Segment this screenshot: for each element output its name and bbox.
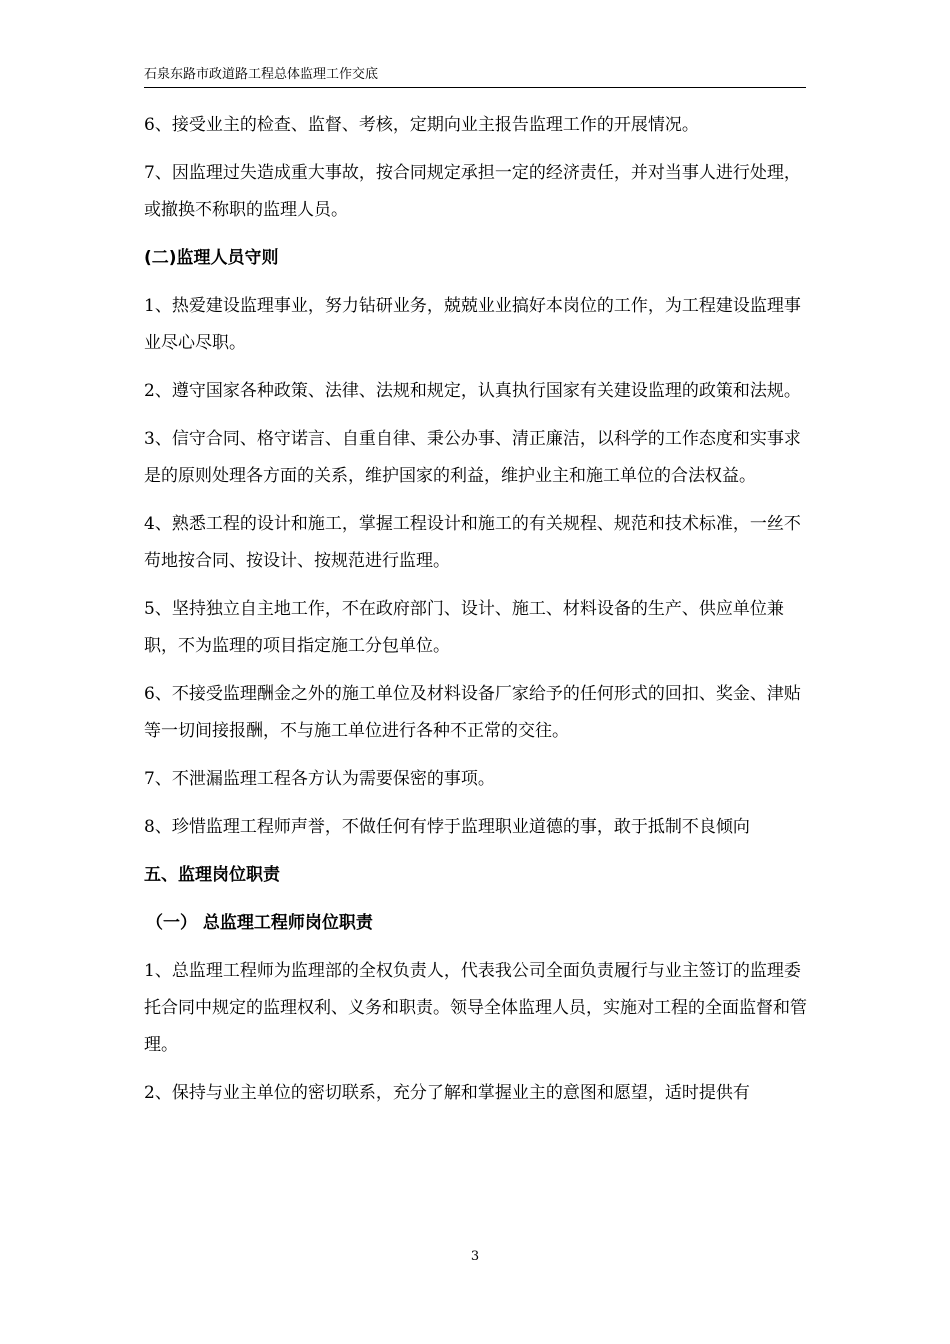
- paragraph: 2、遵守国家各种政策、法律、法规和规定，认真执行国家有关建设监理的政策和法规。: [144, 381, 801, 401]
- paragraph: 6、不接受监理酬金之外的施工单位及材料设备厂家给予的任何形式的回扣、奖金、津贴等一切间接报酬，不与施工单位进行各种不正常的交往。: [144, 684, 801, 741]
- paragraph: 8、珍惜监理工程师声誉，不做任何有悖于监理职业道德的事，敢于抵制不良倾向: [144, 817, 750, 837]
- paragraph: 5、坚持独立自主地工作，不在政府部门、设计、施工、材料设备的生产、供应单位兼职，不为监理的项目指定施工分包单位。: [144, 599, 784, 656]
- paragraph: 1、总监理工程师为监理部的全权负责人，代表我公司全面负责履行与业主签订的监理委托合同中规定的监理权利、义务和职责。领导全体监理人员，实施对工程的全面监督和管理。: [144, 961, 807, 1055]
- document-body: [144, 107, 808, 1123]
- page-number: 3: [470, 1249, 480, 1264]
- document-title: 石泉东路市政道路工程总体监理工作交底: [144, 67, 379, 82]
- paragraph: 4、熟悉工程的设计和施工，掌握工程设计和施工的有关规程、规范和技术标准，一丝不苟地按合同、按设计、按规范进行监理。: [144, 514, 801, 571]
- paragraph: 6、接受业主的检查、监督、考核，定期向业主报告监理工作的开展情况。: [144, 115, 699, 135]
- paragraph: 7、因监理过失造成重大事故，按合同规定承担一定的经济责任，并对当事人进行处理，或撤换不称职的监理人员。: [144, 163, 801, 220]
- page-header: [144, 66, 806, 88]
- paragraph: 7、不泄漏监理工程各方认为需要保密的事项。: [144, 769, 495, 789]
- paragraph: 2、保持与业主单位的密切联系，充分了解和掌握业主的意图和愿望，适时提供有: [144, 1083, 750, 1103]
- chapter-heading: 五、监理岗位职责: [144, 865, 280, 885]
- subsection-heading: （一） 总监理工程师岗位职责: [146, 913, 373, 933]
- paragraph: 1、热爱建设监理事业，努力钻研业务，兢兢业业搞好本岗位的工作，为工程建设监理事业尽心尽职。: [144, 296, 801, 353]
- section-heading: (二)监理人员守则: [144, 248, 279, 268]
- paragraph: 3、信守合同、格守诺言、自重自律、秉公办事、清正廉洁，以科学的工作态度和实事求是的原则处理各方面的关系，维护国家的利益，维护业主和施工单位的合法权益。: [144, 429, 801, 486]
